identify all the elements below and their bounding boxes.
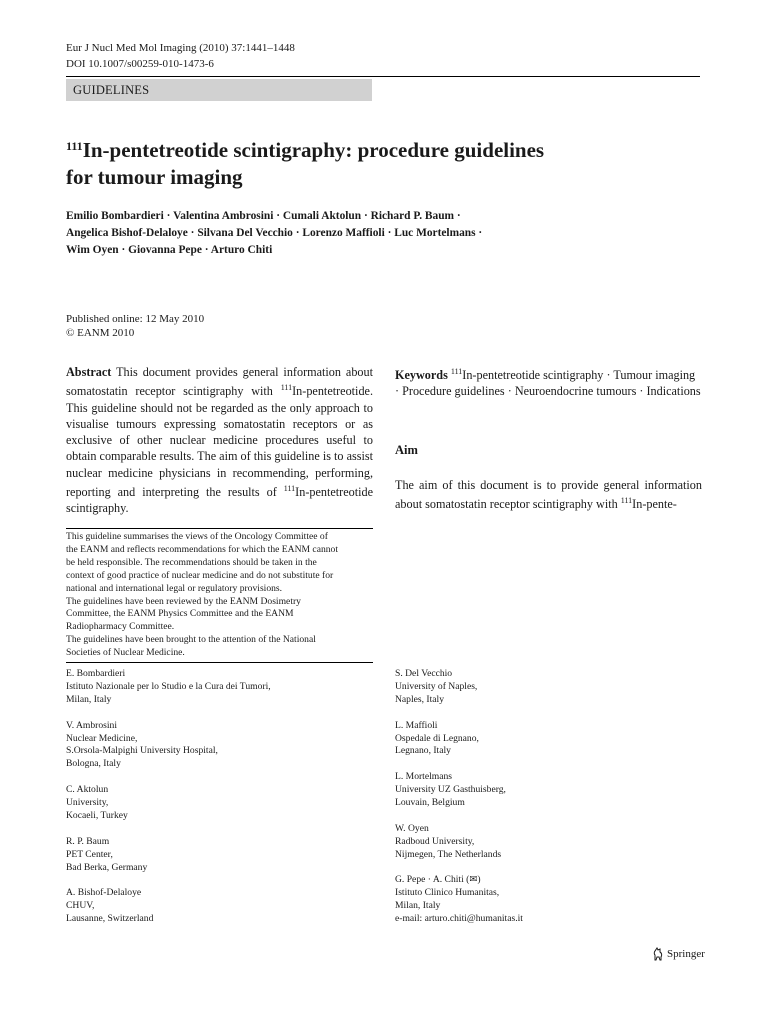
affiliation-line: Louvain, Belgium bbox=[395, 797, 465, 809]
affiliation-author: A. Bishof-Delaloye bbox=[66, 887, 142, 899]
header-rule bbox=[66, 76, 700, 77]
springer-horse-icon bbox=[652, 947, 664, 961]
author-name: Wim Oyen bbox=[66, 244, 119, 256]
doi: DOI 10.1007/s00259-010-1473-6 bbox=[66, 58, 214, 70]
aim-text-b: In-pente- bbox=[632, 497, 677, 512]
affiliation-line: Bad Berka, Germany bbox=[66, 861, 148, 873]
affiliation-block bbox=[66, 784, 366, 823]
affiliation-line: Naples, Italy bbox=[395, 693, 445, 705]
author-name: Emilio Bombardieri bbox=[66, 210, 164, 222]
footnote-line: context of good practice of nuclear medicine and do not substitute for bbox=[66, 569, 334, 581]
affiliation-author: S. Del Vecchio bbox=[395, 668, 453, 679]
affiliation-author: E. Bombardieri bbox=[66, 668, 126, 679]
affiliation-block bbox=[66, 887, 366, 926]
copyright: © EANM 2010 bbox=[66, 326, 135, 339]
affiliation-author: W. Oyen bbox=[395, 822, 429, 834]
abstract-text-a: This document provides general information about somatostatin receptor scintigraphy with bbox=[66, 365, 373, 399]
abstract-sup-1: 111 bbox=[280, 383, 293, 393]
author-separator: · bbox=[361, 210, 371, 222]
published-date: Published online: 12 May 2010 bbox=[66, 313, 205, 325]
affiliation-line: CHUV, bbox=[66, 900, 95, 912]
footnote-line: Committee, the EANM Physics Committee and the EANM bbox=[66, 608, 294, 620]
affiliation-line: Ospedale di Legnano, bbox=[395, 732, 479, 744]
author-separator: · bbox=[454, 210, 461, 222]
author-separator: · bbox=[163, 210, 174, 222]
affiliation-line: Kocaeli, Turkey bbox=[66, 809, 128, 821]
affiliation-line: Milan, Italy bbox=[66, 693, 112, 705]
affiliation-line: Legnano, Italy bbox=[395, 745, 451, 757]
keyword-item: Tumour imaging bbox=[613, 368, 696, 382]
publisher-logo bbox=[652, 947, 705, 961]
author-name: Silvana Del Vecchio bbox=[197, 227, 293, 239]
author-separator: · bbox=[384, 227, 395, 239]
footnote-rule-bottom bbox=[66, 662, 373, 663]
author-name: Giovanna Pepe bbox=[128, 244, 202, 256]
footnote-line: be held responsible. The recommendations should be taken in the bbox=[66, 556, 317, 568]
affiliation-block bbox=[66, 720, 366, 772]
author-separator: · bbox=[292, 227, 303, 239]
affiliation-line: Radboud University, bbox=[395, 835, 475, 847]
affiliations-left bbox=[66, 668, 366, 926]
affiliation-line: Istituto Clinico Humanitas, bbox=[395, 887, 500, 899]
keyword-item: Neuroendocrine tumours bbox=[514, 384, 637, 399]
keyword-separator: · bbox=[636, 384, 647, 399]
author-separator: · bbox=[187, 227, 198, 239]
affiliation-line: PET Center, bbox=[66, 848, 113, 860]
keywords-sup: 111 bbox=[450, 367, 463, 376]
affiliation-block bbox=[395, 874, 695, 926]
title-line-1: In-pentetreotide scintigraphy: procedure guidelines bbox=[82, 138, 545, 162]
author-name: Lorenzo Maffioli bbox=[302, 227, 385, 239]
footnote bbox=[66, 531, 373, 660]
affiliation-block bbox=[395, 771, 695, 810]
footnote-rule-top bbox=[66, 528, 373, 529]
author-separator: · bbox=[475, 227, 483, 239]
affiliation-line: Lausanne, Switzerland bbox=[66, 913, 154, 925]
affiliation-block bbox=[66, 668, 366, 707]
affiliation-line: Istituto Nazionale per lo Studio e la Cura dei Tumori, bbox=[66, 680, 271, 692]
title-superscript: 111 bbox=[66, 139, 83, 153]
affiliation-line: Nijmegen, The Netherlands bbox=[395, 848, 502, 860]
keyword-separator: · bbox=[504, 384, 515, 399]
affiliation-line: S.Orsola-Malpighi University Hospital, bbox=[66, 745, 218, 757]
author-separator: · bbox=[118, 244, 129, 256]
footnote-line: This guideline summarises the views of the Oncology Committee of bbox=[66, 531, 328, 542]
keywords-heading: Keywords bbox=[395, 368, 448, 382]
keyword-item: In-pentetreotide scintigraphy bbox=[462, 368, 604, 382]
affiliation-line: e-mail: arturo.chiti@humanitas.it bbox=[395, 913, 523, 925]
affiliation-author: C. Aktolun bbox=[66, 784, 109, 796]
affiliation-line: University, bbox=[66, 797, 109, 809]
author-name: Luc Mortelmans bbox=[394, 227, 476, 239]
aim-body bbox=[395, 477, 702, 513]
author-line-1 bbox=[66, 208, 696, 225]
affiliation-author: L. Mortelmans bbox=[395, 771, 453, 783]
footnote-line: The guidelines have been brought to the attention of the National bbox=[66, 634, 316, 646]
footnote-line: national and international legal or regulatory provisions. bbox=[66, 582, 283, 594]
footnote-line: The guidelines have been reviewed by the EANM Dosimetry bbox=[66, 595, 301, 607]
affiliation-block bbox=[395, 720, 695, 759]
abstract-text-c: In-pentetreotide scintigraphy. bbox=[66, 485, 373, 516]
affiliation-line: Milan, Italy bbox=[395, 900, 441, 912]
abstract-heading: Abstract bbox=[66, 365, 112, 379]
abstract bbox=[66, 364, 373, 517]
affiliation-line: University UZ Gasthuisberg, bbox=[395, 784, 506, 796]
aim-heading: Aim bbox=[395, 443, 418, 457]
journal-header bbox=[66, 40, 295, 72]
publication-info bbox=[66, 313, 204, 340]
keyword-separator: · bbox=[395, 384, 403, 399]
affiliation-line: Bologna, Italy bbox=[66, 758, 121, 770]
affiliation-author: V. Ambrosini bbox=[66, 719, 117, 731]
affiliation-line: University of Naples, bbox=[395, 680, 478, 692]
aim-sup: 111 bbox=[620, 496, 633, 506]
article-title bbox=[66, 133, 686, 191]
footnote-line: Societies of Nuclear Medicine. bbox=[66, 647, 185, 659]
footnote-line: Radiopharmacy Committee. bbox=[66, 621, 175, 633]
keywords bbox=[395, 364, 702, 400]
author-separator: · bbox=[201, 244, 211, 256]
author-name: Cumali Aktolun bbox=[282, 210, 362, 222]
author-name: Arturo Chiti bbox=[210, 244, 273, 256]
title-line-2: for tumour imaging bbox=[66, 165, 243, 189]
journal-citation: Eur J Nucl Med Mol Imaging (2010) 37:1441–1448 bbox=[66, 42, 295, 54]
footnote-line: the EANM and reflects recommendations for which the EANM cannot bbox=[66, 543, 339, 555]
affiliation-block bbox=[395, 823, 695, 862]
affiliation-line: Nuclear Medicine, bbox=[66, 732, 138, 744]
section-banner: GUIDELINES bbox=[66, 79, 372, 101]
publisher-name: Springer bbox=[667, 948, 705, 960]
affiliations-right bbox=[395, 668, 695, 926]
affiliation-block bbox=[395, 668, 695, 707]
affiliation-author: G. Pepe · A. Chiti (✉) bbox=[395, 874, 481, 886]
author-name: Richard P. Baum bbox=[370, 210, 455, 222]
author-separator: · bbox=[273, 210, 283, 222]
author-name: Angelica Bishof-Delaloye bbox=[66, 227, 188, 239]
author-line-3 bbox=[66, 242, 696, 259]
aim-text-a: The aim of this document is to provide general information about somatostatin receptor scintigraphy with bbox=[395, 478, 702, 512]
author-list bbox=[66, 208, 696, 259]
keyword-item: Procedure guidelines bbox=[402, 384, 505, 399]
affiliation-block bbox=[66, 836, 366, 875]
abstract-sup-2: 111 bbox=[283, 484, 296, 494]
affiliation-author: R. P. Baum bbox=[66, 835, 110, 847]
keyword-separator: · bbox=[603, 368, 614, 382]
keyword-item: Indications bbox=[646, 384, 701, 399]
author-line-2 bbox=[66, 225, 696, 242]
affiliation-author: L. Maffioli bbox=[395, 719, 438, 731]
author-name: Valentina Ambrosini bbox=[173, 210, 274, 222]
abstract-text-b: In-pentetreotide. This guideline should not be regarded as the only approach to visualise tumours expressing somatostatin receptors or as exclusive of other nuclear medicine procedures useful to obtain comparable results. The aim of this guideline is to assist nuclear medicine physicians in recommending, performing, reporting and interpreting the results of bbox=[66, 384, 373, 500]
